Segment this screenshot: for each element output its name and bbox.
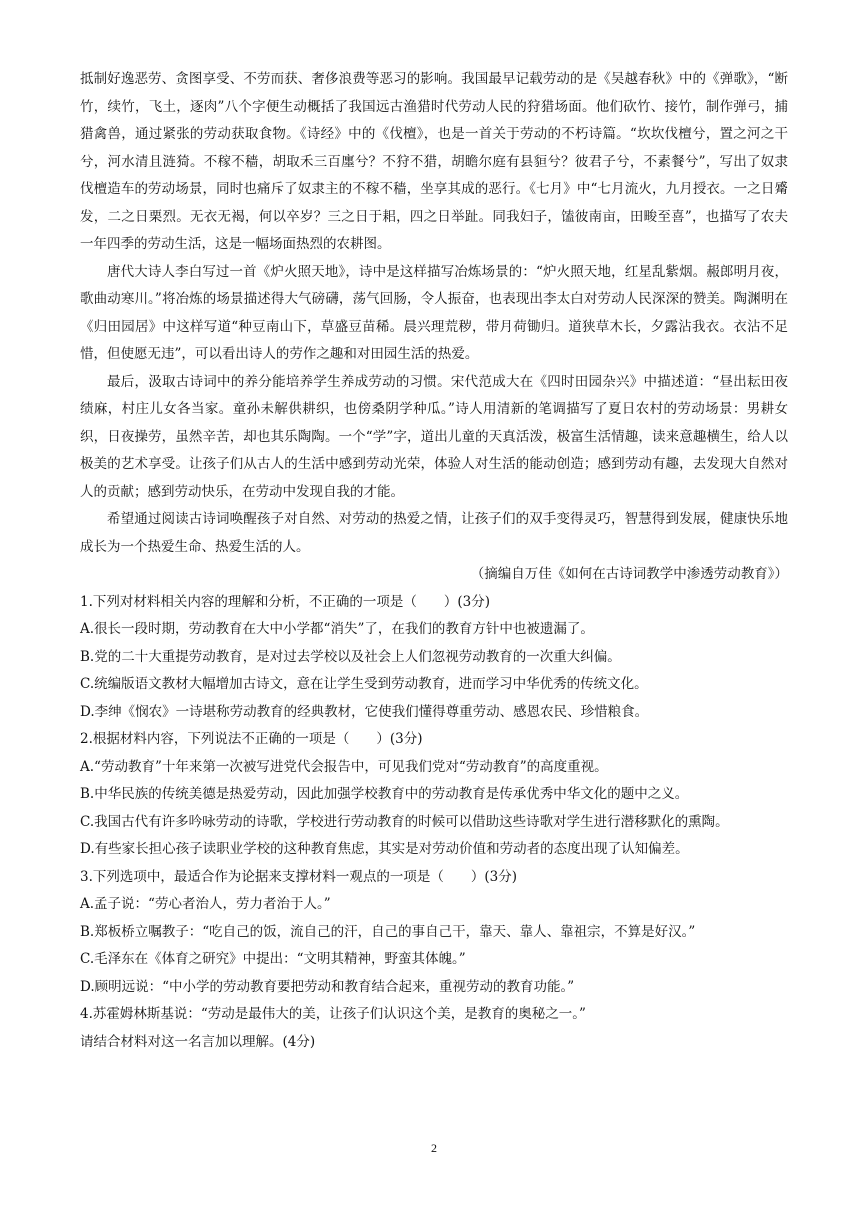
question-2-stem: 2.根据材料内容，下列说法不正确的一项是（ ）(3分) [80,731,423,747]
question-3-option-b: B.郑板桥立嘱教子：“吃自己的饭，流自己的汗，自己的事自己干，靠天、靠人、靠祖宗，不算是好汉。” [80,923,696,940]
page-content [80,66,788,1056]
question-1-stem: 1.下列对材料相关内容的理解和分析，不正确的一项是（ ）(3分) [80,593,491,610]
page-number: 2 [431,1141,437,1155]
passage-paragraph-2: 唐代大诗人李白写过一首《炉火照天地》，诗中是这样描写冶炼场景的：“炉火照天地，红星乱紫烟。赧郎明月夜，歌曲动寒川。”将冶炼的场景描述得大气磅礴，荡气回肠，令人振奋，也表现出李太白对劳动人民深深的赞美。陶渊明在《归田园居》中这样写道“种豆南山下，草盛豆苗稀。晨兴理荒秽，带月荷锄归。道狭草木长，夕露沾我衣。衣沾不足惜，但使愿无违”，可以看出诗人的劳作之趣和对田园生活的热爱。 [80,263,788,362]
question-1-option-b: B.党的二十大重提劳动教育，是对过去学校以及社会上人们忽视劳动教育的一次重大纠偏。 [80,648,621,665]
question-3-option-d: D.顾明远说：“中小学的劳动教育要把劳动和教育结合起来，重视劳动的教育功能。” [80,978,575,995]
question-3-option-a: A.孟子说：“劳心者治人，劳力者治于人。” [80,896,331,912]
question-3-stem: 3.下列选项中，最适合作为论据来支撑材料一观点的一项是（ ）(3分) [80,868,518,885]
passage-paragraph-3: 最后，汲取古诗词中的养分能培养学生养成劳动的习惯。宋代范成大在《四时田园杂兴》中描述道：“昼出耘田夜绩麻，村庄儿女各当家。童孙未解供耕织，也傍桑阴学种瓜。”诗人用清新的笔调描写了夏日农村的劳动场景：男耕女织，日夜操劳，虽然辛苦，却也其乐陶陶。一个“学”字，道出儿童的天真活泼，极富生活情趣，读来意趣横生，给人以极美的艺术享受。让孩子们从古人的生活中感到劳动光荣，体验人对生活的能动创造；感到劳动有趣，去发现大自然对人的贡献；感到劳动快乐，在劳动中发现自我的才能。 [80,373,788,500]
question-4-stem: 4.苏霍姆林斯基说：“劳动是最伟大的美，让孩子们认识这个美，是教育的奥秘之一。” [80,1006,586,1022]
question-4-instruction: 请结合材料对这一名言加以理解。(4分) [80,1033,316,1050]
question-1-option-c: C.统编版语文教材大幅增加古诗文，意在让学生受到劳动教育，进而学习中华优秀的传统文化。 [80,676,648,692]
question-2-option-a: A.“劳动教育”十年来第一次被写进党代会报告中，可见我们党对“劳动教育”的高度重视。 [80,758,608,775]
question-3-option-c: C.毛泽东在《体育之研究》中提出：“文明其精神，野蛮其体魄。” [80,951,466,967]
source-citation: （摘编自万佳《如何在古诗词教学中渗透劳动教育》） [470,566,788,582]
passage-paragraph-1: 抵制好逸恶劳、贪图享受、不劳而获、奢侈浪费等恶习的影响。我国最早记载劳动的是《吴越春秋》中的《弹歌》，“断竹，续竹，飞土，逐肉”八个字便生动概括了我国远古渔猎时代劳动人民的狩猎场面。他们砍竹、接竹，制作弹弓，捕猎禽兽，通过紧张的劳动获取食物。《诗经》中的《伐檀》，也是一首关于劳动的不朽诗篇。“坎坎伐檀兮，置之河之干兮，河水清且涟猗。不稼不穑，胡取禾三百廛兮？不狩不猎，胡瞻尔庭有县貆兮？彼君子兮，不素餐兮”，写出了奴隶伐檀造车的劳动场景，同时也痛斥了奴隶主的不稼不穑，坐享其成的恶行。《七月》中“七月流火，九月授衣。一之日觱发，二之日栗烈。无衣无褐，何以卒岁？三之日于耜，四之日举趾。同我妇子，馌彼南亩，田畯至喜”，也描写了农夫一年四季的劳动生活，这是一幅场面热烈的农耕图。 [80,71,788,252]
question-2-option-b: B.中华民族的传统美德是热爱劳动，因此加强学校教育中的劳动教育是传承优秀中华文化的题中之义。 [80,786,689,802]
question-2-option-d: D.有些家长担心孩子读职业学校的这种教育焦虑，其实是对劳动价值和劳动者的态度出现了认知偏差。 [80,841,689,857]
question-1-option-d: D.李绅《悯农》一诗堪称劳动教育的经典教材，它使我们懂得尊重劳动、感恩农民、珍惜粮食。 [80,703,649,720]
question-2-option-c: C.我国古代有许多吟咏劳动的诗歌，学校进行劳动教育的时候可以借助这些诗歌对学生进行潜移默化的熏陶。 [80,813,729,830]
passage-paragraph-4: 希望通过阅读古诗词唤醒孩子对自然、对劳动的热爱之情，让孩子们的双手变得灵巧，智慧得到发展，健康快乐地成长为一个热爱生命、热爱生活的人。 [80,511,788,555]
question-1-option-a: A.很长一段时期，劳动教育在大中小学都“消失”了，在我们的教育方针中也被遗漏了。 [80,621,594,637]
